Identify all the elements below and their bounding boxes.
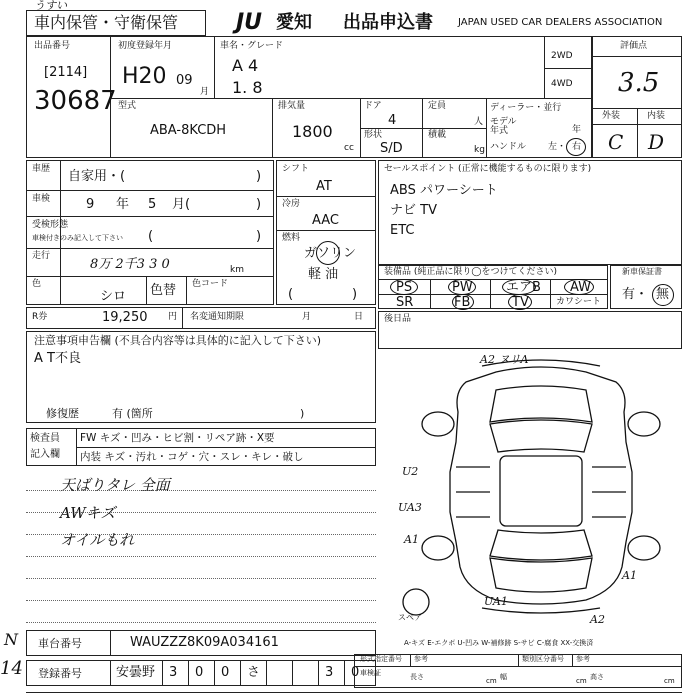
inspection-year-unit: 年 — [116, 197, 130, 212]
form-close: ) — [256, 229, 262, 244]
notes-value: A T不良 — [34, 351, 81, 366]
storage-type-label: 車内保管・守衛保管 — [34, 13, 179, 32]
rating-label: 評価点 — [620, 41, 648, 51]
equip-aw: AW — [570, 280, 592, 295]
drive-2wd: 2WD — [551, 51, 573, 61]
damage-label-ua1: UA1 — [484, 595, 508, 608]
inspection-year: 9 — [86, 197, 95, 212]
notice-month-unit: 月 — [302, 312, 312, 322]
sales-point-1: ABS パワーシート — [390, 183, 498, 198]
color-change-label: 色替 — [150, 283, 177, 298]
capacity-unit: 人 — [474, 117, 484, 127]
handwritten-margin-14: 14 — [0, 658, 23, 679]
plate-digit-1: 3 — [169, 665, 178, 680]
chassis-value: WAUZZZ8K09A034161 — [130, 635, 279, 650]
equip-fb-circle — [452, 294, 474, 310]
handwritten-note-2: AWキズ — [60, 504, 116, 522]
year-unit: 年 — [572, 125, 582, 135]
exterior-label: 外装 — [602, 111, 621, 121]
equip-airbag: エアB — [506, 280, 541, 295]
registration-month-unit: 月 — [200, 87, 210, 97]
equip-fb: FB — [454, 295, 471, 310]
equip-aw-circle — [564, 279, 594, 295]
color-label: 色 — [32, 279, 42, 289]
ref-class-number-label: 類別区分番号 — [522, 655, 564, 663]
tax-unit: 円 — [168, 312, 178, 322]
sales-point-2: ナビ TV — [390, 203, 437, 218]
aftermarket-label: 後日品 — [384, 314, 412, 324]
ref-cert-label: 車検証 — [360, 669, 381, 677]
handwritten-margin-n: N — [4, 630, 18, 649]
displacement-unit: cc — [344, 143, 354, 153]
handle-label: ハンドル — [490, 142, 527, 152]
form-note: 車検付きのみ記入して下さい — [32, 234, 123, 242]
org-name: JAPAN USED CAR DEALERS ASSOCIATION — [458, 17, 663, 28]
notice-label: 名変通知期限 — [190, 312, 245, 322]
damage-label-a1-right: A1 — [622, 569, 637, 582]
inspector-fw-row: FW キズ・凹み・ヒビ割・リペア跡・X要 — [80, 432, 275, 444]
usage-value: 自家用・( — [68, 169, 126, 184]
handle-right: 右 — [572, 142, 582, 152]
ref-height-label: 高さ — [590, 673, 604, 681]
ju-logo: JU — [236, 10, 263, 35]
damage-label-a1-left: A1 — [404, 533, 419, 546]
inspection-month-unit: 月( — [172, 197, 191, 212]
handle-right-circle — [566, 138, 586, 156]
handle-left: 左・ — [548, 142, 567, 152]
damage-legend: A-キズ E-エクボ U-凹み W-補修跡 S-サビ C-腐食 XX-交換済 — [404, 639, 594, 647]
dealer-label: ディーラー・並行 — [490, 103, 562, 113]
drive-4wd: 4WD — [551, 79, 573, 89]
warranty-yes: 有・ — [622, 287, 649, 302]
plate-label: 登録番号 — [38, 667, 82, 680]
capacity-label: 定員 — [428, 101, 447, 111]
lot-bracket: [2114] — [44, 65, 88, 80]
fuel-diesel: 軽 油 — [308, 267, 339, 282]
type-label: 型式 — [118, 101, 137, 111]
equip-tv-circle — [508, 294, 532, 310]
plate-region: 安曇野 — [116, 665, 156, 680]
spare-label: スペア — [398, 613, 422, 622]
inspection-month: 5 — [148, 197, 157, 212]
equip-tv: TV — [512, 295, 529, 310]
model-year-label: モデル年式 — [490, 117, 517, 136]
notes-label: 注意事項申告欄 (不具合内容等は具体的に記入して下さい) — [34, 334, 322, 347]
ref-width-unit: cm — [576, 677, 587, 685]
inspection-close: ) — [256, 197, 262, 212]
notice-day-unit: 日 — [354, 312, 364, 322]
form-open: ( — [148, 229, 154, 244]
ref-class-number-sub: 参考 — [576, 655, 590, 663]
warranty-no-circle — [652, 284, 674, 306]
fuel-other-close: ) — [352, 287, 358, 302]
inspector-label-2: 記入欄 — [30, 449, 60, 460]
inspection-label: 車検 — [32, 194, 51, 204]
fuel-other-open: ( — [288, 287, 294, 302]
lot-label: 出品番号 — [34, 41, 71, 51]
ref-height-unit: cm — [664, 677, 675, 685]
displacement-value: 1800 — [292, 122, 333, 141]
ref-length-unit: cm — [486, 677, 497, 685]
color-code-label: 色コード — [192, 279, 229, 289]
plate-digit-6: 0 — [351, 665, 360, 680]
equip-pw-circle — [448, 279, 476, 295]
fuel-label: 燃料 — [282, 233, 301, 243]
interior-grade: D — [648, 130, 665, 154]
type-value: ABA-8KCDH — [150, 123, 227, 138]
model-label: 車名・グレード — [220, 41, 284, 51]
doors-label: ドア — [364, 101, 382, 111]
registration-era-year: H20 — [122, 64, 167, 89]
color-value: シロ — [100, 289, 127, 304]
tax-label: R券 — [32, 312, 48, 322]
damage-label-a2-nuri: A2 ヌリA — [480, 353, 529, 366]
inspector-interior-row: 内装 キズ・汚れ・コゲ・穴・スレ・キレ・破し — [80, 451, 304, 463]
mileage-label: 走行 — [32, 251, 51, 261]
plate-kana: さ — [247, 665, 261, 680]
repair-label: 修復歴 — [46, 407, 79, 420]
aftermarket-box — [378, 311, 682, 349]
displacement-label: 排気量 — [278, 101, 306, 111]
ref-length-label: 長さ — [410, 673, 424, 681]
sales-points-label: セールスポイント (正常に機能するものに限ります) — [384, 164, 592, 174]
handwritten-top-note: うすい — [34, 0, 67, 12]
handwritten-note-1: 天ばりタレ 全面 — [60, 476, 170, 494]
registration-label: 初度登録年月 — [118, 41, 173, 51]
warranty-label: 新車保証書 — [622, 267, 662, 276]
tax-value: 19,250 — [102, 310, 148, 325]
plate-digit-3: 0 — [221, 665, 230, 680]
usage-close: ) — [256, 169, 262, 184]
repair-value: 有 (箇所 — [112, 407, 153, 420]
body-label: 形状 — [364, 130, 383, 140]
mileage-unit: km — [230, 265, 244, 275]
equip-sr: SR — [396, 295, 414, 310]
equip-ps-circle — [390, 279, 418, 295]
shift-label: シフト — [282, 164, 310, 174]
chassis-label: 車台番号 — [38, 637, 82, 650]
damage-label-a2-rear: A2 — [590, 613, 605, 626]
inspector-label-1: 検査員 — [30, 433, 60, 444]
registration-month: 09 — [176, 73, 193, 88]
model-name: A 4 — [232, 56, 259, 75]
plate-digit-5: 3 — [325, 665, 334, 680]
load-unit: kg — [474, 145, 485, 155]
lot-number: 30687 — [34, 86, 117, 116]
ref-model-number-label: 形式指定番号 — [360, 655, 402, 663]
plate-digit-2: 0 — [195, 665, 204, 680]
sales-point-3: ETC — [390, 223, 415, 238]
ac-label: 冷房 — [282, 199, 301, 209]
interior-label: 内装 — [647, 111, 666, 121]
equip-pw: PW — [452, 280, 473, 295]
repair-close: ) — [300, 407, 305, 420]
car-damage-diagram — [396, 352, 686, 627]
exterior-grade: C — [608, 130, 624, 154]
model-grade: 1. 8 — [232, 78, 263, 97]
page-title: 出品申込書 — [343, 12, 433, 33]
body-value: S/D — [380, 141, 403, 156]
equip-airbag-circle — [502, 279, 536, 295]
title-aichi: 愛知 — [276, 12, 312, 33]
ref-width-label: 幅 — [500, 673, 507, 681]
doors-value: 4 — [388, 113, 397, 128]
warranty-no: 無 — [656, 287, 670, 302]
ac-value: AAC — [312, 213, 339, 228]
usage-label: 車歴 — [32, 164, 51, 174]
equip-leather-seat: カワシート — [556, 297, 602, 307]
equipment-label: 装備品 (純正品に限り◯をつけてください) — [384, 267, 557, 277]
damage-label-u2: U2 — [402, 465, 419, 478]
fuel-gasoline-circle — [316, 241, 340, 265]
mileage-value: 8万 2千3 3 0 — [90, 257, 170, 272]
equip-ps: PS — [396, 280, 413, 295]
form-label: 受検形態 — [32, 220, 69, 230]
damage-label-ua3: UA3 — [398, 501, 422, 514]
fuel-gasoline: ガソリン — [304, 246, 357, 261]
shift-value: AT — [316, 179, 332, 194]
rating-score: 3.5 — [618, 68, 660, 98]
load-label: 積載 — [428, 130, 447, 140]
handwritten-note-3: オイルもれ — [60, 531, 135, 549]
ref-model-number-sub: 参考 — [414, 655, 428, 663]
